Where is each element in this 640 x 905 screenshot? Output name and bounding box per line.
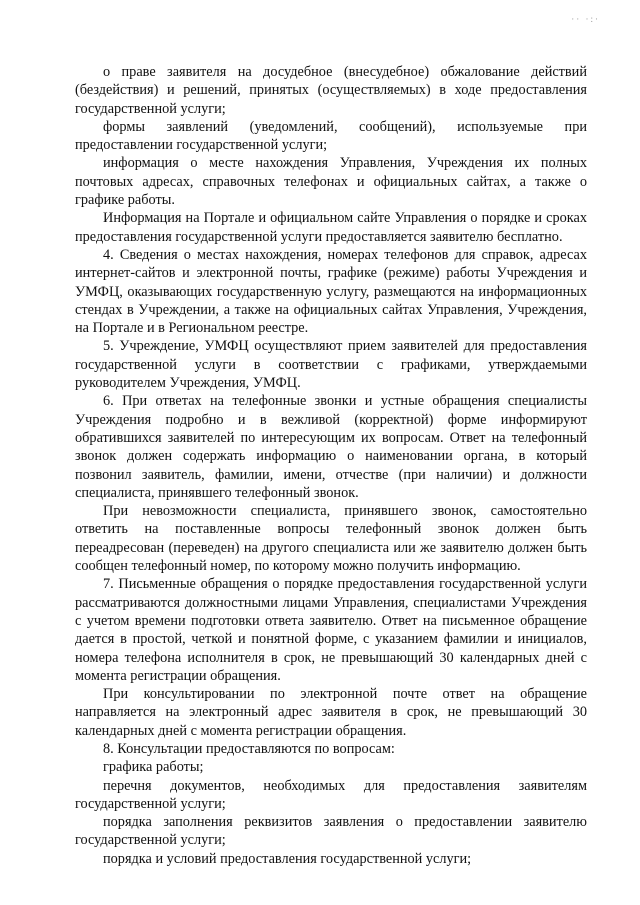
paragraph-location-info: информация о месте нахождения Управления, Учреждения их полных почтовых адресах, справочных телефонах и официальных сайтах, а также о графике работы. [75, 155, 587, 209]
paragraph-conditions: порядка и условий предоставления государственной услуги; [103, 850, 472, 867]
paragraph-appeal-right: о праве заявителя на досудебное (внесудебное) обжалование действий (бездействия) и решений, принятых (осуществляемых) в ходе предоставления государственной услуги; [75, 64, 587, 117]
paragraph-free-info: Информация на Портале и официальном сайте Управления о порядке и сроках предоставления государственной услуги предоставляется заявителю бесплатно. [75, 210, 587, 245]
paragraph-item-7: 7. Письменные обращения о порядке предоставления государственной услуги рассматриваются должностными лицами Управления, специалистами Учреждения с учетом времени подготовки ответа заявителю. Ответ на письменное обращение дается в простой, четкой и понятной форме, с указанием фамилии и инициалов, номера телефона исполнителя в срок, не превышающий 30 календарных дней с момента регистрации обращения. [75, 576, 587, 684]
paragraph-call-redirect: При невозможности специалиста, принявшего звонок, самостоятельно ответить на поставленные вопросы телефонный звонок должен быть переадресован (переведен) на другого специалиста или же заявителю должен быть сообщен телефонный номер, по которому можно получить информацию. [75, 503, 587, 575]
document-body [75, 63, 587, 868]
paragraph-email-consulting: При консультировании по электронной почте ответ на обращение направляется на электронный адрес заявителя в срок, не превышающий 30 календарных дней с момента регистрации обращения. [75, 686, 587, 739]
paragraph-item-8: 8. Консультации предоставляются по вопросам: [103, 740, 395, 757]
paragraph-application-forms: формы заявлений (уведомлений, сообщений), используемые при предоставлении государственной услуги; [75, 118, 587, 154]
paragraph-item-5: 5. Учреждение, УМФЦ осуществляют прием заявителей для предоставления государственной услуги в соответствии с графиками, утверждаемыми руководителем Учреждения, УМФЦ. [75, 338, 587, 392]
paragraph-item-4: 4. Сведения о местах нахождения, номерах телефонов для справок, адресах интернет-сайтов и электронной почты, графике (режиме) работы Учреждения и УМФЦ, оказывающих государственную услугу, размещаются на информационных стендах в Учреждении, а также на официальных сайтах Управления, Учреждения, на Портале и в Региональном реестре. [75, 246, 587, 337]
paragraph-work-schedule: графика работы; [103, 759, 204, 776]
paragraph-document-list: перечня документов, необходимых для предоставления заявителям государственной услуги; [75, 777, 587, 812]
corner-mark: ·· ·:· [571, 14, 600, 24]
paragraph-item-6: 6. При ответах на телефонные звонки и устные обращения специалисты Учреждения подробно и в вежливой (корректной) форме информируют обратившихся заявителей по интересующим их вопросам. Ответ на телефонный звонок должен содержать информацию о наименовании органа, в который позвонил заявитель, фамилии, имени, отчестве (при наличии) и должности специалиста, принявшего телефонный звонок. [75, 393, 587, 501]
paragraph-form-filling: порядка заполнения реквизитов заявления о предоставлении заявителю государственной услуги; [75, 814, 587, 849]
